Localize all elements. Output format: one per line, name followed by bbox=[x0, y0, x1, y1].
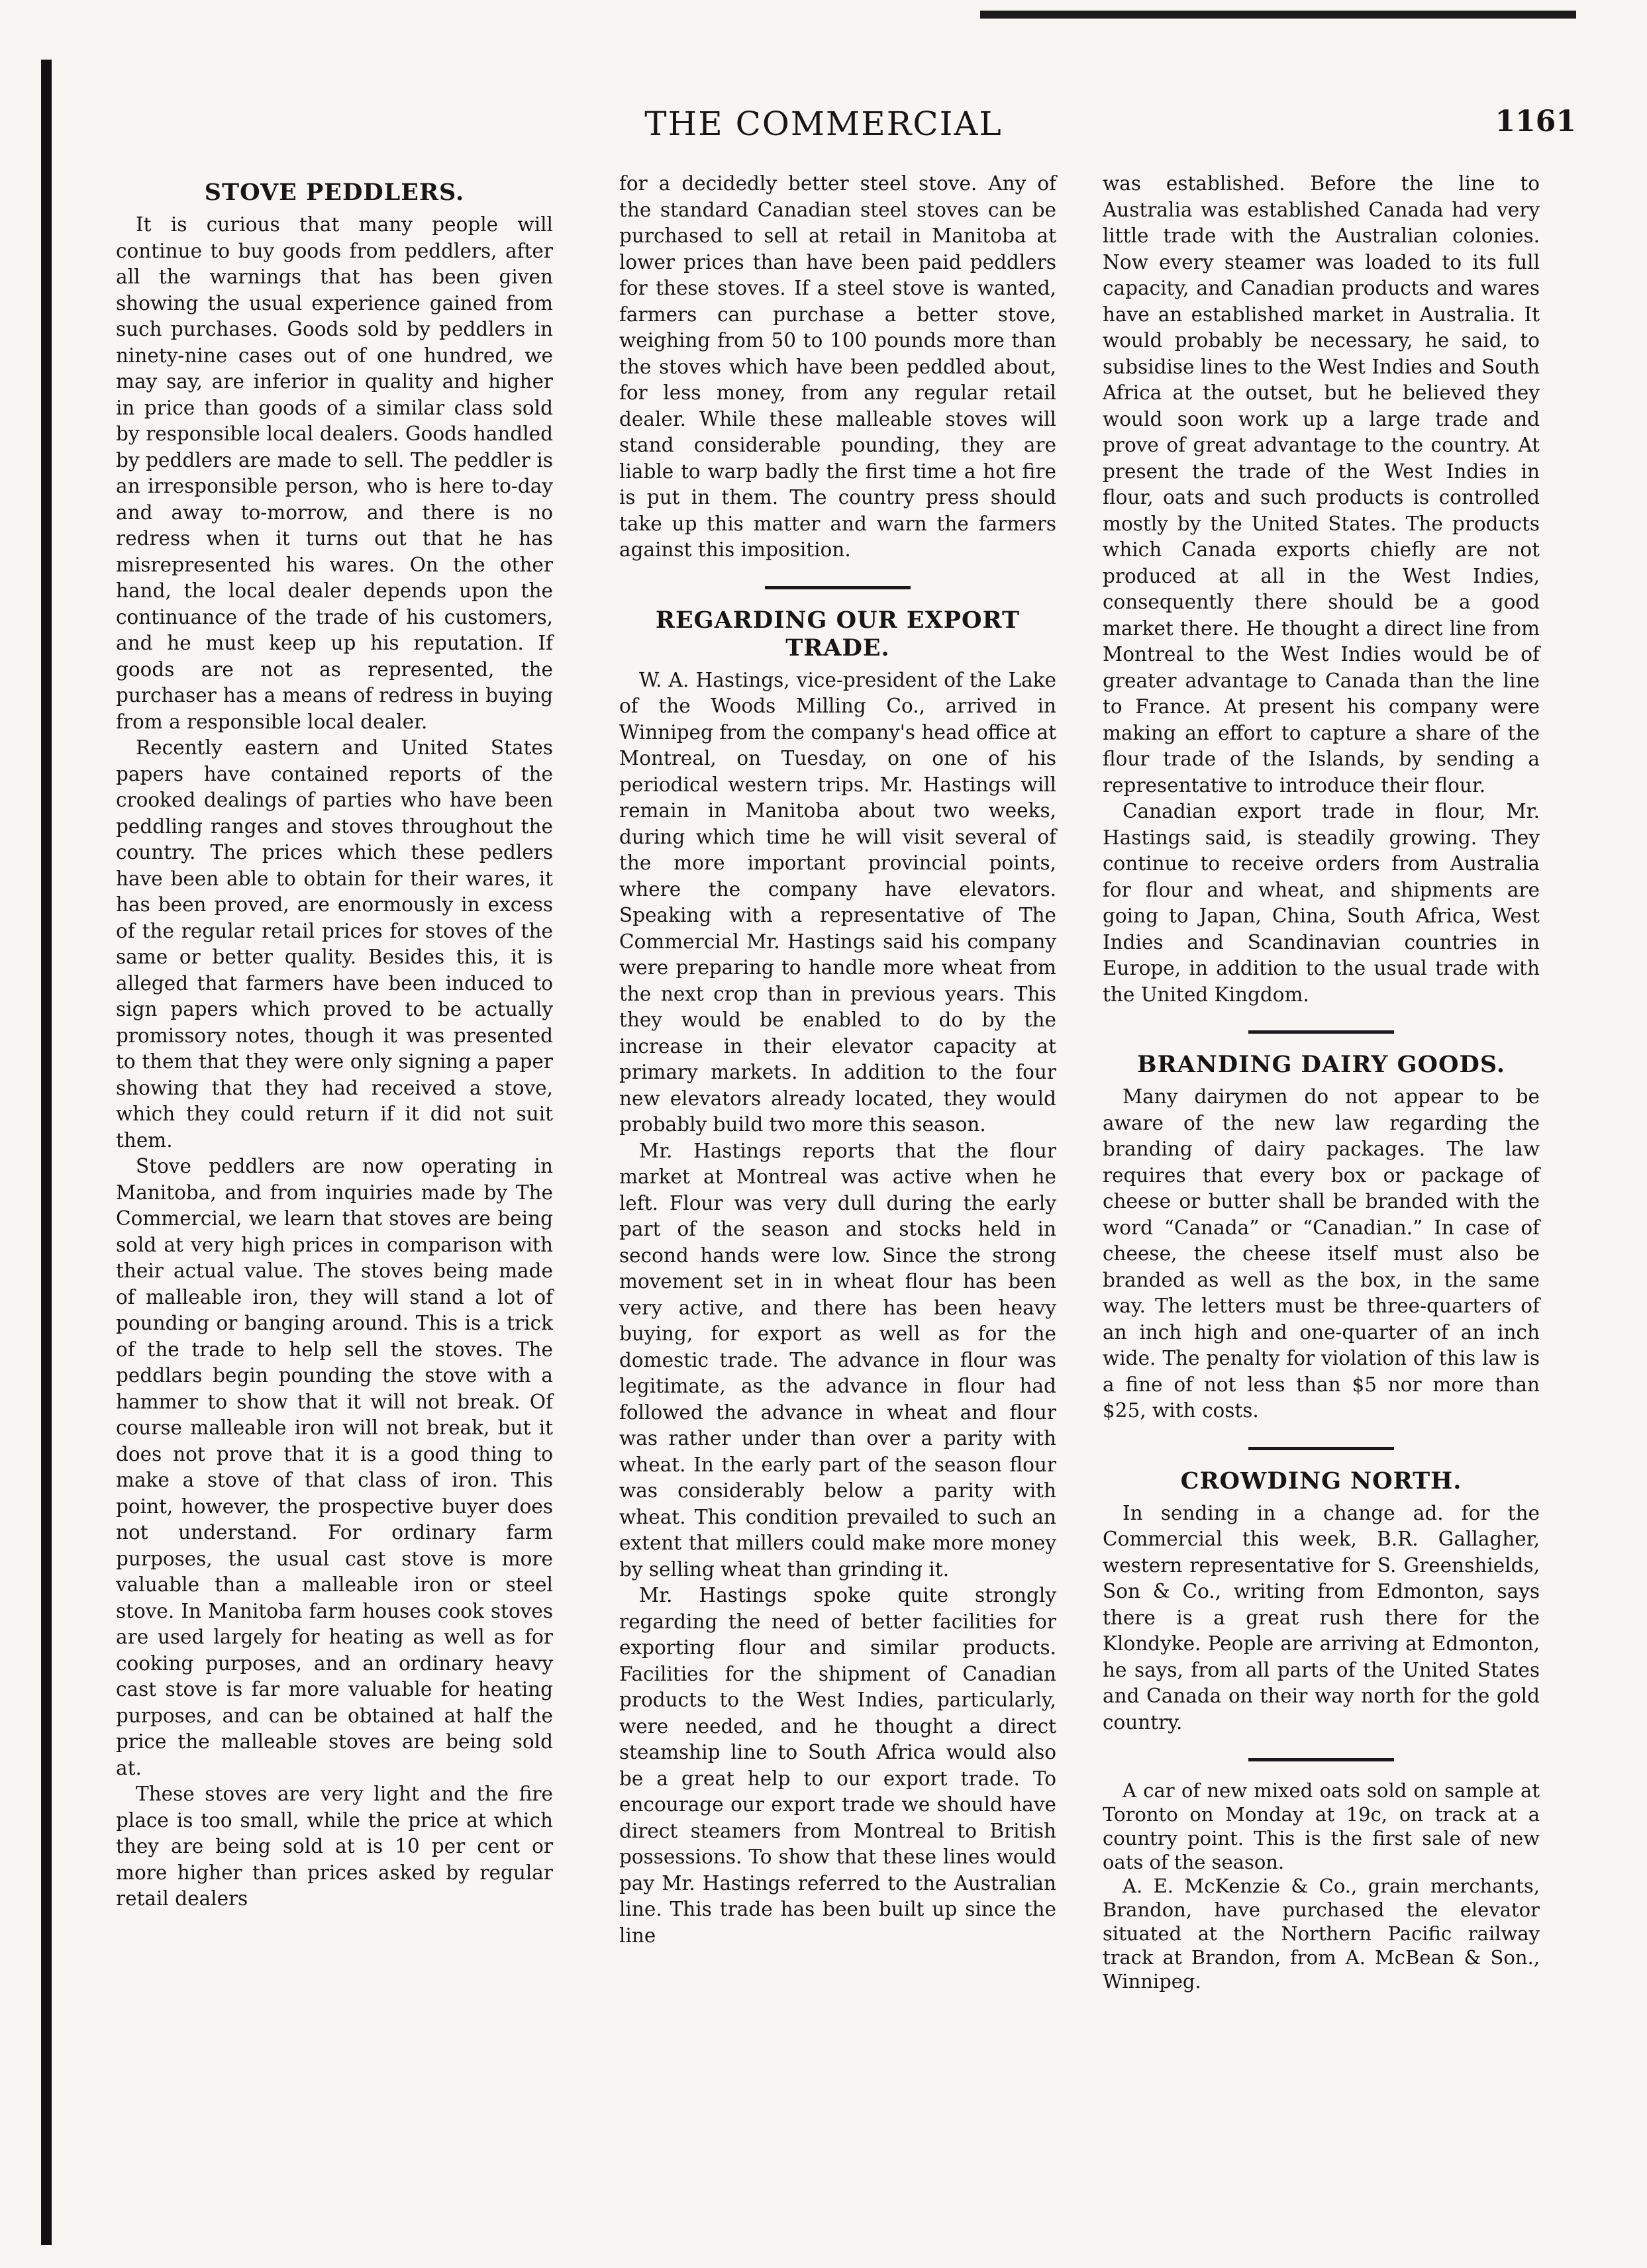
article-paragraph: Stove peddlers are now operating in Manitoba, and from inquiries made by The Commercial, we learn that stoves are being sold at very high prices in comparison with their actual value. The stoves being made of malleable iron, they will stand a lot of pounding or banging around. This is a trick of the trade to help sell the stoves. The peddlars begin pounding the stove with a hammer to show that it will not break. Of course malleable iron will not break, but it does not prove that it is a good thing to make a stove of that class of iron. This point, however, the prospective buyer does not understand. For ordinary farm purposes, the usual cast stove is more valuable than a malleable iron or steel stove. In Manitoba farm houses cook stoves are used largely for heating as well as for cooking purposes, and an ordinary heavy cast stove is far more valuable for heating purposes, and can be obtained at half the price the malleable stoves are being sold at. bbox=[116, 1155, 553, 1779]
running-title: THE COMMERCIAL bbox=[644, 105, 1003, 143]
column-3 bbox=[1103, 171, 1540, 1993]
scan-top-rule bbox=[980, 11, 1576, 19]
article-paragraph: Canadian export trade in flour, Mr. Hastings said, is steadily growing. They continue to receive orders from Australia for flour and wheat, and shipments are going to Japan, China, South Africa, West Indies and Scandinavian countries in Europe, in addition to the usual trade with the United Kingdom. bbox=[1103, 800, 1540, 1006]
article-paragraph: These stoves are very light and the fire place is too small, while the price at which they are being sold at is 10 per cent or more higher than prices asked by regular retail dealers bbox=[116, 1783, 553, 1910]
section-divider bbox=[765, 586, 911, 589]
article-continuation: for a decidedly better steel stove. Any of the standard Canadian steel stoves can be purchased to sell at retail in Manitoba at lower prices than have been paid peddlers for these stoves. If a steel stove is wanted, farmers can purchase a better stove, weighing from 50 to 100 pounds more than the stoves which have been peddled about, for less money, from any regular retail dealer. While these malleable stoves will stand considerable pounding, they are liable to warp badly the first time a hot fire is put in them. The country press should take up this matter and warn the farmers against this imposition. bbox=[619, 172, 1056, 561]
column-1 bbox=[116, 171, 553, 1912]
article-paragraph: In sending in a change ad. for the Commercial this week, B.R. Gallagher, western representative for S. Greenshields, Son & Co., writing from Edmonton, says there is a great rush there for the Klondyke. People are arriving at Edmonton, he says, from all parts of the United States and Canada on their way north for the gold country. bbox=[1103, 1501, 1540, 1734]
column-2 bbox=[619, 171, 1056, 1949]
section-divider bbox=[1248, 1030, 1394, 1034]
section-divider bbox=[1248, 1758, 1394, 1761]
news-brief: A. E. McKenzie & Co., grain merchants, Brandon, have purchased the elevator situated at the Northern Pacific railway track at Brandon, from A. McBean & Son., Winnipeg. bbox=[1103, 1875, 1540, 1993]
article-paragraph: Mr. Hastings reports that the flour market at Montreal was active when he left. Flour was very dull during the early part of the season and stocks held in second hands were low. Since the strong movement set in in wheat flour has been very active, and there has been heavy buying, for export as well as for the domestic trade. The advance in flour was legitimate, as the advance in flour had followed the advance in wheat and flour was rather under than over a parity with wheat. In the early part of the season flour was considerably below a parity with wheat. This condition prevailed to such an extent that millers could make more money by selling wheat than grinding it. bbox=[619, 1139, 1056, 1581]
article-heading: REGARDING OUR EXPORT TRADE. bbox=[655, 606, 1021, 662]
article-continuation: was established. Before the line to Australia was established Canada had very little trade with the Australian colonies. Now every steamer was loaded to its full capacity, and Canadian products and wares have an established market in Australia. It would probably be necessary, he said, to subsidise lines to the West Indies and South Africa at the outset, but he believed they would soon work up a large trade and prove of great advantage to the country. At present the trade of the West Indies in flour, oats and such products is controlled mostly by the United States. The products which Canada exports chiefly are not produced at all in the West Indies, consequently there should be a good market there. He thought a direct line from Montreal to the West Indies would be of greater advantage to Canada than the line to France. At present his company were making an effort to capture a share of the flour trade of the Islands, by sending a representative to introduce their flour. bbox=[1103, 172, 1540, 797]
article-paragraph: Many dairymen do not appear to be aware of the new law regarding the branding of dairy packages. The law requires that every box or package of cheese or butter shall be branded with the word “Canada” or “Canadian.” In case of cheese, the cheese itself must also be branded as well as the box, in the same way. The letters must be three-quarters of an inch high and one-quarter of an inch wide. The penalty for violation of this law is a fine of not less than $5 nor more than $25, with costs. bbox=[1103, 1085, 1540, 1422]
news-brief: A car of new mixed oats sold on sample at Toronto on Monday at 19c, on track at a country point. This is the first sale of new oats of the season. bbox=[1103, 1779, 1540, 1873]
article-paragraph: Recently eastern and United States papers have contained reports of the crooked dealings of parties who have been peddling ranges and stoves throughout the country. The prices which these pedlers have been able to obtain for their wares, it has been proved, are enormously in excess of the regular retail prices for stoves of the same or better quality. Besides this, it is alleged that farmers have been induced to sign papers which proved to be actually promissory notes, though it was presented to them that they were only signing a paper showing that they had received a stove, which they could return if it did not suit them. bbox=[116, 736, 553, 1152]
page-number: 1161 bbox=[1495, 105, 1576, 138]
article-heading: STOVE PEDDLERS. bbox=[204, 179, 465, 206]
article-heading: BRANDING DAIRY GOODS. bbox=[1136, 1051, 1506, 1078]
article-paragraph: W. A. Hastings, vice-president of the Lake of the Woods Milling Co., arrived in Winnipeg from the company's head office at Montreal, on Tuesday, on one of his periodical western trips. Mr. Hastings will remain in Manitoba about two weeks, during which time he will visit several of the more important provincial points, where the company have elevators. Speaking with a representative of The Commercial Mr. Hastings said his company were preparing to handle more wheat from the next crop than in previous years. This they would be enabled to do by the increase in their elevator capacity at primary markets. In addition to the four new elevators already located, they would probably build two more this season. bbox=[619, 668, 1056, 1136]
section-divider bbox=[1248, 1447, 1394, 1450]
article-paragraph: Mr. Hastings spoke quite strongly regarding the need of better facilities for exporting flour and similar products. Facilities for the shipment of Canadian products to the West Indies, particularly, were needed, and he thought a direct steamship line to South Africa would also be a great help to our export trade. To encourage our export trade we should have direct steamers from Montreal to British possessions. To show that these lines would pay Mr. Hastings referred to the Australian line. This trade has been built up since the line bbox=[619, 1584, 1056, 1947]
article-paragraph: It is curious that many people will continue to buy goods from peddlers, after all the warnings that has been given showing the usual experience gained from such purchases. Goods sold by peddlers in ninety-nine cases out of one hundred, we may say, are inferior in quality and higher in price than goods of a similar class sold by responsible local dealers. Goods handled by peddlers are made to sell. The peddler is an irresponsible person, who is here to-day and away to-morrow, and there is no redress when it turns out that he has misrepresented his wares. On the other hand, the local dealer depends upon the continuance of the trade of his customers, and he must keep up his reputation. If goods are not as represented, the purchaser has a means of redress in buying from a responsible local dealer. bbox=[116, 213, 553, 733]
scan-edge-bar bbox=[41, 60, 52, 2245]
article-heading: CROWDING NORTH. bbox=[1180, 1467, 1462, 1495]
